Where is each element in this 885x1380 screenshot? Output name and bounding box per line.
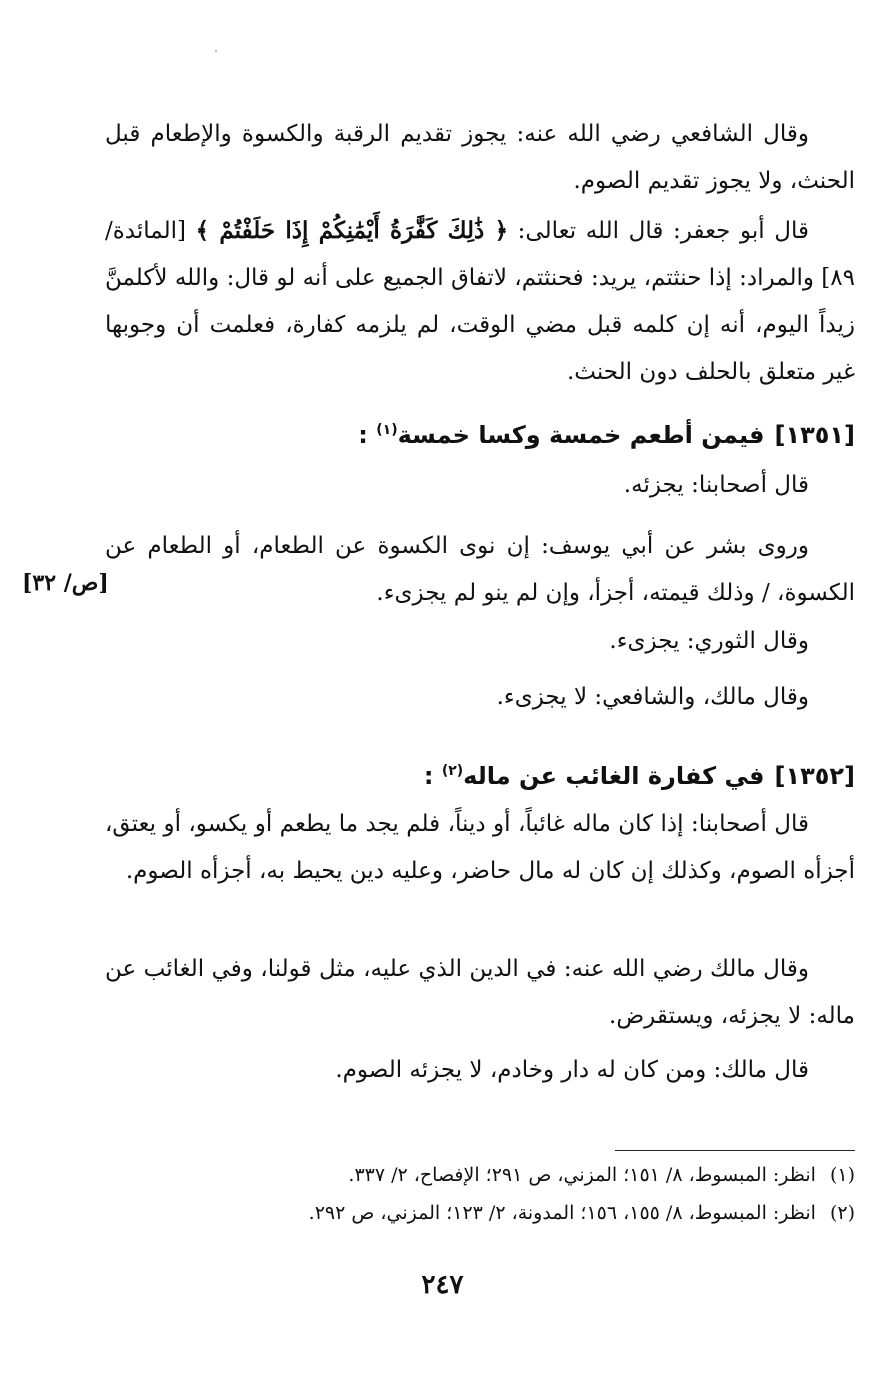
paragraph-text: قال مالك: ومن كان له دار وخادم، لا يجزئه الصوم. [335, 1057, 809, 1083]
heading-colon: : [423, 762, 434, 790]
footnotes [105, 1156, 855, 1232]
paragraph-thawri [105, 618, 855, 665]
paragraph-text: وقال مالك رضي الله عنه: في الدين الذي عليه، مثل قولنا، وفي الغائب عن ماله: لا يجزئه، ويستقرض. [105, 956, 855, 1029]
paragraph-malik-shafii [105, 674, 855, 721]
paragraph-bishr-abu-yusuf [105, 523, 855, 617]
footnote-ref: (١) [376, 422, 398, 438]
footnote-divider [615, 1150, 855, 1151]
paragraph-text: وروى بشر عن أبي يوسف: إن نوى الكسوة عن الطعام، أو الطعام عن الكسوة، / وذلك قيمته، أجزأ، وإن لم ينو لم يجزىء. [105, 533, 855, 606]
paragraph-intro: قال أبو جعفر: قال الله تعالى: [508, 218, 809, 244]
paragraph-abu-jafar [105, 207, 855, 396]
section-heading-1351 [105, 415, 855, 455]
footnote-text: انظر: المبسوط، ٨/ ١٥٥، ١٥٦؛ المدونة، ٢/ ١٢٣؛ المزني، ص ٢٩٢. [308, 1202, 816, 1224]
section-heading-1352 [105, 756, 855, 796]
paragraph-companions-1351 [105, 462, 855, 509]
paragraph-shafii-advance-expiation [105, 111, 855, 205]
paragraph-malik-debt [105, 946, 855, 1040]
footnote-ref: (٢) [441, 763, 464, 779]
page-number: ٢٤٧ [421, 1270, 464, 1300]
section-number: [١٣٥٢] [774, 762, 855, 790]
paragraph-text: وقال مالك، والشافعي: لا يجزىء. [496, 684, 809, 710]
paragraph-text: [المائدة/ ٨٩] والمراد: إذا حنثتم، يريد: فحنثتم، لاتفاق الجميع على أنه لو قال: والله لأكلمنَّ زيداً اليوم، أنه إن كلمه قبل مضي الوقت، لم يلزمه كفارة، فعلمت أن وجوبها غير متعلق بالحلف دون الحنث. [105, 218, 855, 385]
paragraph-text: وقال الثوري: يجزىء. [609, 628, 809, 654]
footnote-2 [105, 1194, 855, 1232]
manuscript-page-reference: [ص/ ٣٢] [22, 570, 109, 596]
paragraph-companions-1352 [105, 801, 855, 895]
paragraph-malik-house [105, 1047, 855, 1094]
paragraph-text: وقال الشافعي رضي الله عنه: يجوز تقديم الرقبة والكسوة والإطعام قبل الحنث، ولا يجوز تقديم الصوم. [105, 121, 855, 194]
heading-colon: : [358, 421, 368, 449]
section-title: فيمن أطعم خمسة وكسا خمسة [397, 421, 765, 449]
footnote-number: (٢) [829, 1202, 855, 1224]
footnote-1 [105, 1156, 855, 1194]
scan-speck [215, 50, 217, 52]
section-title: في كفارة الغائب عن ماله [463, 762, 765, 790]
paragraph-text: قال أصحابنا: يجزئه. [623, 472, 809, 498]
section-number: [١٣٥١] [774, 421, 855, 449]
paragraph-text: قال أصحابنا: إذا كان ماله غائباً، أو ديناً، فلم يجد ما يطعم أو يكسو، أو يعتق، أجزأه الصوم، وكذلك إن كان له مال حاضر، وعليه دين يحيط به، أجزأه الصوم. [105, 811, 855, 884]
quran-verse: ﴿ ذَٰلِكَ كَفَّٰرَةُ أَيْمَٰنِكُمْ إِذَا حَلَفْتُمْ ﴾ [195, 217, 509, 244]
footnote-number: (١) [829, 1164, 855, 1186]
footnote-text: انظر: المبسوط، ٨/ ١٥١؛ المزني، ص ٢٩١؛ الإفصاح، ٢/ ٣٣٧. [348, 1164, 816, 1186]
